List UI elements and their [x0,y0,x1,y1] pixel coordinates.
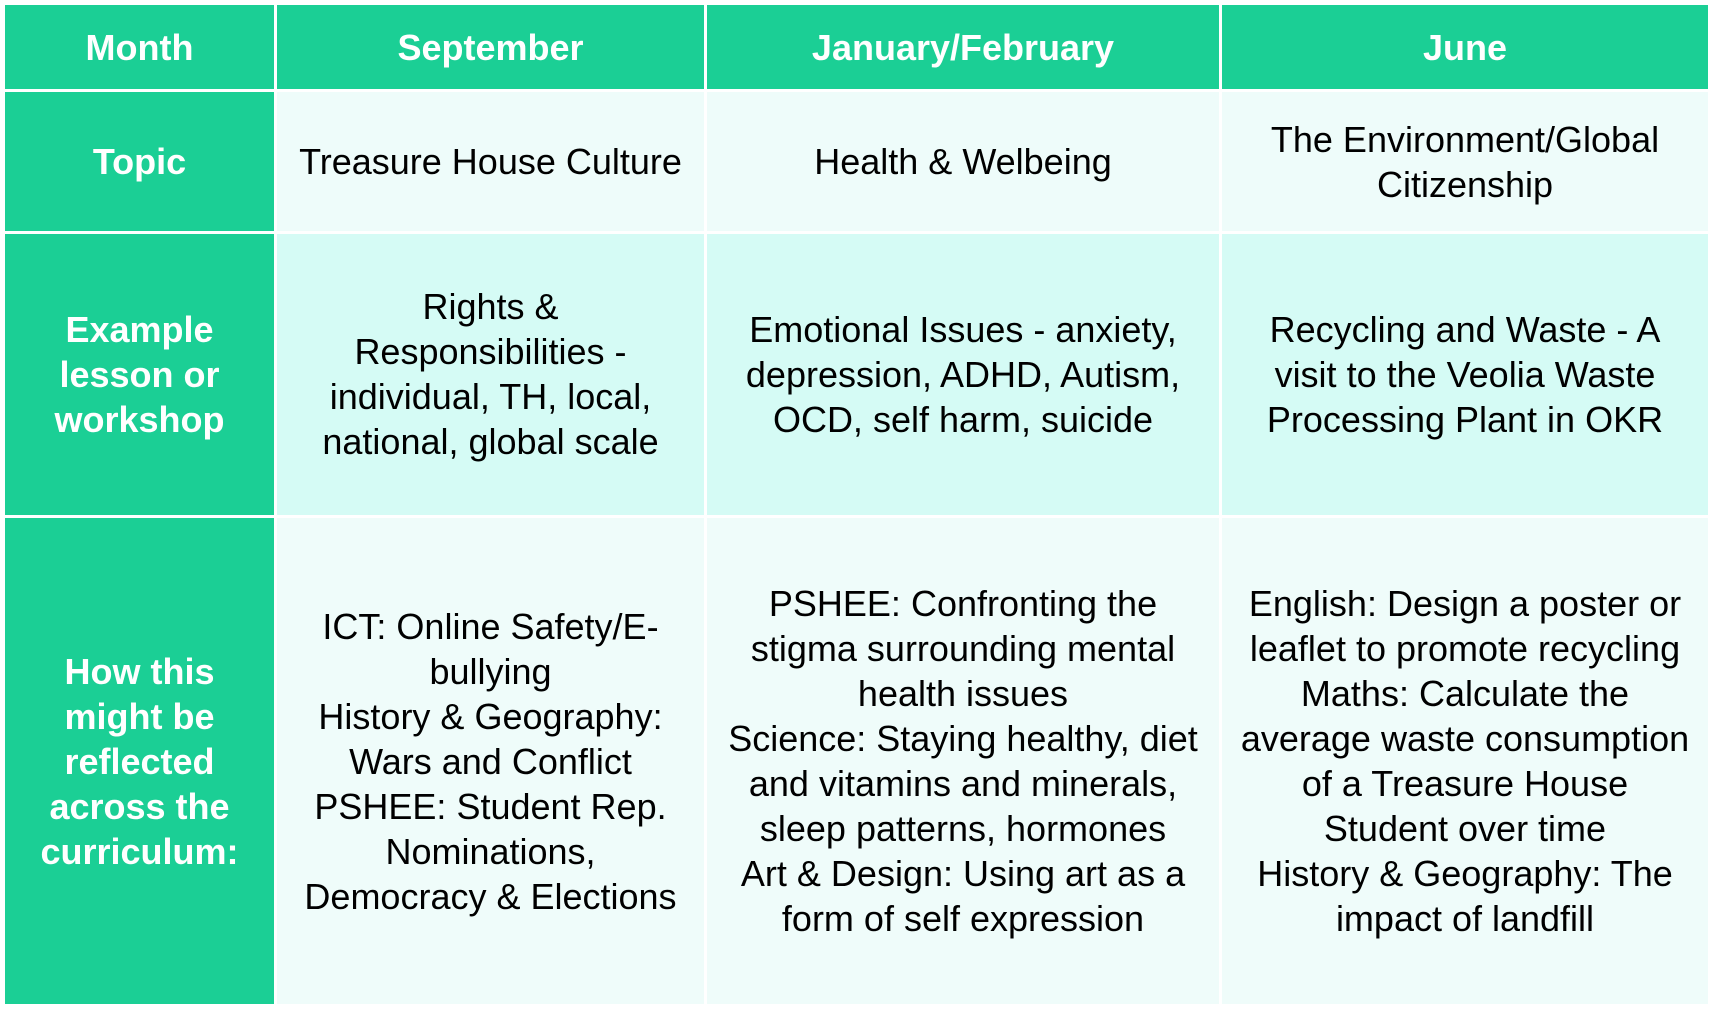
example-row [4,232,1710,516]
example-september: Rights & Responsibilities - individual, TH, local, national, global scale [276,232,706,516]
header-january-february: January/February [706,4,1221,91]
header-row [4,4,1710,91]
topic-january-february: Health & Welbeing [706,91,1221,233]
curriculum-june: English: Design a poster or leaflet to promote recycling Maths: Calculate the average waste consumption of a Treasure House Student over time History & Geography: The impact of landfill [1221,517,1710,1006]
topic-label: Topic [4,91,276,233]
curriculum-row [4,517,1710,1006]
example-january-february: Emotional Issues - anxiety, depression, ADHD, Autism, OCD, self harm, suicide [706,232,1221,516]
header-june: June [1221,4,1710,91]
curriculum-table [2,2,1710,1007]
topic-june: The Environment/Global Citizenship [1221,91,1710,233]
curriculum-january-february: PSHEE: Confronting the stigma surrounding mental health issues Science: Staying healthy, diet and vitamins and minerals, sleep patterns, hormones Art & Design: Using art as a form of self expression [706,517,1221,1006]
header-september: September [276,4,706,91]
curriculum-september: ICT: Online Safety/E- bullying History & Geography: Wars and Conflict PSHEE: Student Rep. Nominations, Democracy & Elections [276,517,706,1006]
example-label: Example lesson or workshop [4,232,276,516]
topic-september: Treasure House Culture [276,91,706,233]
topic-row [4,91,1710,233]
example-june: Recycling and Waste - A visit to the Veolia Waste Processing Plant in OKR [1221,232,1710,516]
curriculum-label: How this might be reflected across the curriculum: [4,517,276,1006]
header-month: Month [4,4,276,91]
